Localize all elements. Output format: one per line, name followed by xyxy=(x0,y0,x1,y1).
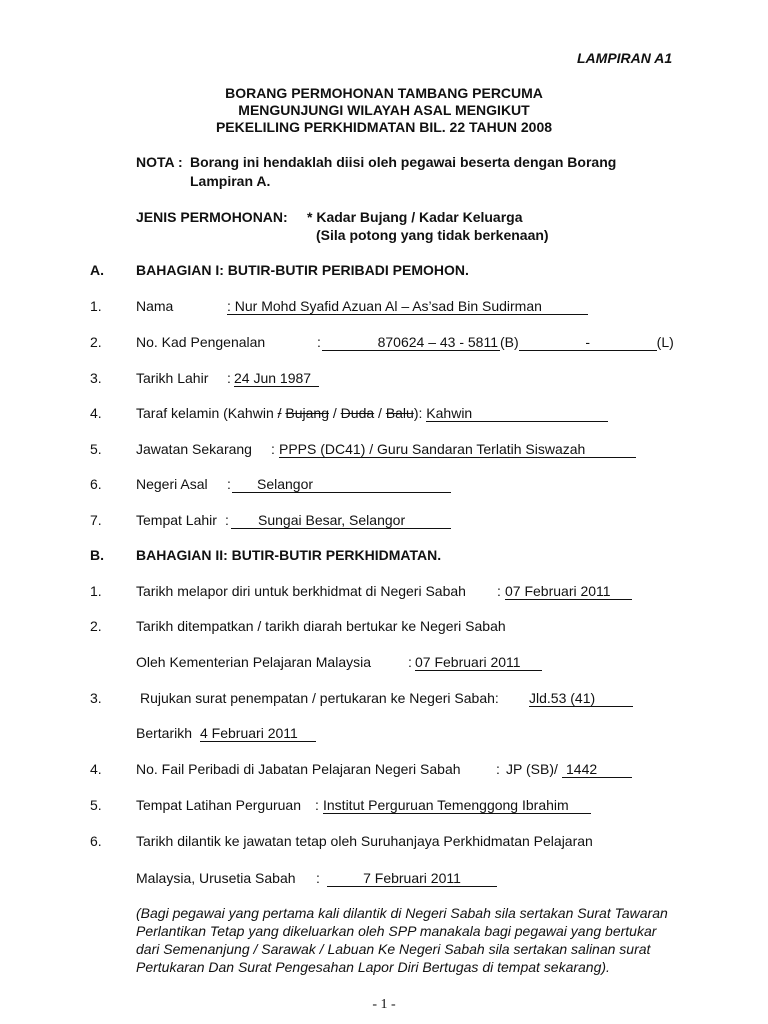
b1-sep: : xyxy=(497,583,501,599)
note-line-2: Lampiran A. xyxy=(190,173,271,189)
form-title-line-2: MENGUNJUNGI WILAYAH ASAL MENGIKUT xyxy=(238,102,530,118)
b6-field xyxy=(327,869,497,887)
b3-value: Jld.53 (41) xyxy=(529,690,633,707)
application-type-value: * Kadar Bujang / Kadar Keluarga xyxy=(307,209,523,225)
a4-number: 4. xyxy=(90,405,102,421)
b4-value: 1442 xyxy=(562,761,632,778)
b4-field xyxy=(562,760,632,778)
b5-label: Tempat Latihan Perguruan xyxy=(136,797,301,813)
page-number: - 1 - xyxy=(372,997,396,1012)
section-b-title: BAHAGIAN II: BUTIR-BUTIR PERKHIDMATAN. xyxy=(136,547,442,563)
b6-label-2: Malaysia, Urusetia Sabah xyxy=(136,870,296,886)
a5-value: PPPS (DC41) / Guru Sandaran Terlatih Siswazah xyxy=(279,441,636,458)
a7-field xyxy=(231,511,451,529)
form-title-line-3: PEKELILING PERKHIDMATAN BIL. 22 TAHUN 2008 xyxy=(215,119,553,135)
b4-prefix: JP (SB)/ xyxy=(506,761,558,777)
b1-field xyxy=(505,582,632,600)
application-type-hint: (Sila potong yang tidak berkenaan) xyxy=(316,227,549,243)
a4-slash-1: / xyxy=(277,405,282,421)
b4-sep: : xyxy=(496,761,500,777)
b3-value-2: 4 Februari 2011 xyxy=(200,725,316,742)
form-title-line-1: BORANG PERMOHONAN TAMBANG PERCUMA xyxy=(225,85,543,101)
section-b-footnote: (Bagi pegawai yang pertama kali dilantik di Negeri Sabah sila sertakan Surat Tawaran Perlantikan Tetap yang dikeluarkan oleh SPP manakala bagi pegawai yang bertukar dari Semenanjung / Sarawak / Labuan Ke Negeri Sabah sila sertakan salinan surat Pertukaran Dan Surat Pengesahan Lapor Diri Bertugas di tempat sekarang). xyxy=(136,905,668,975)
a4-label-post: ): xyxy=(413,405,423,421)
a7-value: Sungai Besar, Selangor xyxy=(231,512,451,529)
b2-number: 2. xyxy=(90,618,102,634)
a6-field xyxy=(232,475,451,493)
a2-number: 2. xyxy=(90,334,102,350)
b1-number: 1. xyxy=(90,583,102,599)
a5-field xyxy=(279,440,636,458)
a4-option-balu: Balu xyxy=(385,405,414,421)
section-a-title: BAHAGIAN I: BUTIR-BUTIR PERIBADI PEMOHON. xyxy=(136,262,469,278)
a2-sep: : xyxy=(317,334,321,350)
b5-sep: : xyxy=(315,797,319,813)
b5-value: Institut Perguruan Temenggong Ibrahim xyxy=(323,797,591,814)
b6-value: 7 Februari 2011 xyxy=(327,870,497,887)
a4-slash-2: / xyxy=(332,405,337,421)
application-type-label: JENIS PERMOHONAN: xyxy=(136,209,288,225)
a4-slash-3: / xyxy=(378,405,382,421)
b3-number: 3. xyxy=(90,690,102,706)
a5-number: 5. xyxy=(90,441,102,457)
a1-value: Nur Mohd Syafid Azuan Al – As’sad Bin Sudirman xyxy=(234,298,542,314)
a4-value: Kahwin xyxy=(426,405,608,422)
appendix-label: LAMPIRAN A1 xyxy=(577,50,673,66)
a4-option-duda: Duda xyxy=(340,405,375,421)
a5-sep: : xyxy=(271,441,275,457)
note-line-1: Borang ini hendaklah diisi oleh pegawai beserta dengan Borang xyxy=(190,154,617,170)
a5-label: Jawatan Sekarang xyxy=(136,441,252,457)
a2-suffix-b: (B) xyxy=(500,334,519,350)
b2-label: Tarikh ditempatkan / tarikh diarah bertukar ke Negeri Sabah xyxy=(136,618,506,634)
b3-label-2: Bertarikh xyxy=(136,725,193,741)
a3-label: Tarikh Lahir xyxy=(136,370,209,386)
b4-label: No. Fail Peribadi di Jabatan Pelajaran Negeri Sabah xyxy=(136,761,461,777)
a3-sep: : xyxy=(227,370,231,386)
a2-label: No. Kad Pengenalan xyxy=(136,334,266,350)
note-label: NOTA : xyxy=(136,154,183,170)
a2-suffix-l: (L) xyxy=(656,334,674,350)
b2-label-2: Oleh Kementerian Pelajaran Malaysia xyxy=(136,654,372,670)
a7-number: 7. xyxy=(90,512,102,528)
a3-field xyxy=(234,369,319,387)
a1-sep: : xyxy=(227,298,231,314)
a1-number: 1. xyxy=(90,298,102,314)
a6-sep: : xyxy=(227,476,231,492)
a1-field xyxy=(227,297,588,315)
b5-field xyxy=(323,796,591,814)
a4-label-pre: Taraf kelamin (Kahwin xyxy=(136,405,274,421)
a4-option-bujang: Bujang xyxy=(285,405,329,421)
b3-field xyxy=(529,689,633,707)
section-a-letter: A. xyxy=(90,262,104,278)
b2-field xyxy=(415,653,542,671)
a1-label: Nama xyxy=(136,298,174,314)
a3-value: 24 Jun 1987 xyxy=(234,370,319,387)
a2-value: 870624 – 43 - 5811 xyxy=(322,334,500,351)
a2-dash: - xyxy=(519,334,657,351)
b5-number: 5. xyxy=(90,797,102,813)
b4-number: 4. xyxy=(90,761,102,777)
b6-number: 6. xyxy=(90,833,102,849)
a6-label: Negeri Asal xyxy=(136,476,208,492)
b2-value: 07 Februari 2011 xyxy=(415,654,542,671)
b1-value: 07 Februari 2011 xyxy=(505,583,632,600)
section-b-letter: B. xyxy=(90,547,104,563)
b6-label: Tarikh dilantik ke jawatan tetap oleh Suruhanjaya Perkhidmatan Pelajaran xyxy=(136,833,593,849)
a7-sep: : xyxy=(225,512,229,528)
a6-number: 6. xyxy=(90,476,102,492)
a2-field xyxy=(322,333,674,351)
a6-value: Selangor xyxy=(232,476,451,493)
b2-sep: : xyxy=(408,654,412,670)
b1-label: Tarikh melapor diri untuk berkhidmat di Negeri Sabah xyxy=(136,583,466,599)
a4-label xyxy=(136,404,608,422)
b6-sep: : xyxy=(316,870,320,886)
b3-field-2 xyxy=(200,724,316,742)
a3-number: 3. xyxy=(90,370,102,386)
a7-label: Tempat Lahir xyxy=(136,512,217,528)
b3-label: Rujukan surat penempatan / pertukaran ke Negeri Sabah: xyxy=(140,690,499,706)
